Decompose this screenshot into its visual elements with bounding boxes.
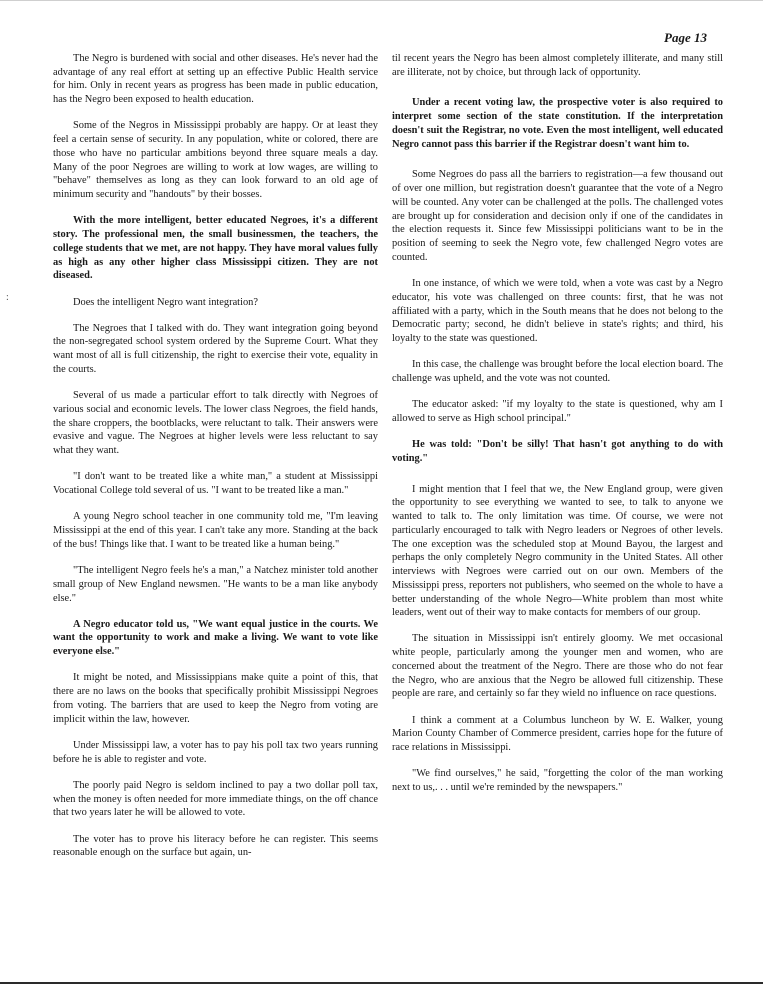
paragraph: In this case, the challenge was brought before the local election board. The challenge was upheld, and the vote was not counted.	[392, 359, 723, 384]
paragraph: The poorly paid Negro is seldom inclined to pay a two dollar poll tax, when the money is often needed for more immediate things, on the off chance that two years later he will be allowed to vote.	[53, 779, 378, 819]
bold-paragraph: With the more intelligent, better educated Negroes, it's a different story. The professional men, the small businessmen, the teachers, the college students that we met, are not happy. They have moral values fully as high as any other higher class Mississippi citizen. They are not diseased.	[53, 215, 378, 282]
bold-paragraph: He was told: "Don't be silly! That hasn't got anything to do with voting."	[392, 439, 723, 464]
paragraph: The Negroes that I talked with do. They want integration going beyond the non-segregated school system ordered by the Supreme Court. What they want most of all is full citizenship, the right to exercise their vote, equality in the courts.	[53, 322, 378, 375]
paragraph: "I don't want to be treated like a white man," a student at Mississippi Vocational College told several of us. "I want to be treated like a man."	[53, 471, 378, 497]
margin-mark: :	[6, 292, 9, 303]
paragraph: I think a comment at a Columbus luncheon by W. E. Walker, young Marion County Chamber of Commerce president, carries hope for the future of race relations in Mississippi.	[392, 714, 723, 754]
bold-paragraph: Under a recent voting law, the prospective voter is also required to interpret some section of the state constitution. If the interpretation doesn't suit the Registrar, no vote. Even the most intelligent, well educated Negro cannot pass this barrier if the Registrar doesn't want him to.	[392, 97, 723, 150]
top-edge-rule	[0, 0, 763, 1]
paragraph: "The intelligent Negro feels he's a man," a Natchez minister told another small group of New England newsmen. "He wants to be a man like anybody else."	[53, 565, 378, 604]
paragraph: Some of the Negros in Mississippi probably are happy. Or at least they feel a certain sense of security. In any population, white or colored, there are those who have no particular ambitions beyond three square meals a day. Many of the poor Negroes are willing to work at low wages, are willing to "behave" themselves as long as they can look forward to an old age of minimum security and "handouts" by their bosses.	[53, 120, 378, 201]
paragraph: Some Negroes do pass all the barriers to registration—a few thousand out of over one million, but registration doesn't guarantee that the vote of a Negro will be counted. Any voter can be challenged at the polls. The challenged votes are brought up for consideration and decision only if one of the candidates in the election requests it. Since few Mississippi politicians want to be in the position of seeming to seek the Negro vote, few challenged Negro votes are counted.	[392, 169, 723, 263]
paragraph: Under Mississippi law, a voter has to pay his poll tax two years running before he is able to register and vote.	[53, 739, 378, 765]
paragraph: The educator asked: "if my loyalty to the state is questioned, why am I allowed to serve as High school principal."	[392, 399, 723, 424]
continued-paragraph: til recent years the Negro has been almost completely illiterate, and many still are illiterate, not by choice, but through lack of opportunity.	[392, 53, 723, 78]
paragraph: Several of us made a particular effort to talk directly with Negroes of various social and economic levels. The lower class Negroes, the field hands, the share croppers, the bootblacks, were reluctant to talk. Their answers were evasive and vague. The Negroes at higher levels were less reluctant to say what they want.	[53, 390, 378, 457]
paragraph: The voter has to prove his literacy before he can register. This seems reasonable enough on the surface but again, un-	[53, 833, 378, 859]
bold-paragraph: A Negro educator told us, "We want equal justice in the courts. We want the opportunity to work and make a living. We want to vote like everyone else."	[53, 618, 378, 658]
paragraph: The Negro is burdened with social and other diseases. He's never had the advantage of any real effort at setting up an effective Public Health service for him. Only in recent years as progress has been made in public education, has the Negro been exposed to health education.	[53, 53, 378, 106]
paragraph: I might mention that I feel that we, the New England group, were given the opportunity to see everything we wanted to see, to talk to anyone we wanted to talk to. The only limitation was time. Of course, we were not particularly encouraged to talk with Negro leaders or Negroes of other levels. The one exception was the scheduled stop at Mound Bayou, the largest and perhaps the only completely Negro community in the United States. All other interviews with Negroes were carried out on our own. Members of the Mississippi press, reporters not publishers, who seemed on the whole to have a better understanding of the whole Negro—White problem than most white leaders, went out of their way to make contacts for members of our group.	[392, 483, 723, 619]
bottom-edge-rule	[0, 982, 763, 984]
page-number: Page 13	[664, 30, 707, 45]
paragraph: "We find ourselves," he said, "forgetting the color of the man working next to us,. . . until we're reminded by the newspapers."	[392, 768, 723, 794]
paragraph: Does the intelligent Negro want integration?	[73, 296, 258, 308]
left-column	[53, 52, 378, 873]
paragraph: In one instance, of which we were told, when a vote was cast by a Negro educator, his vote was challenged on three counts: first, that he was not affiliated with a party, which in the South means that he does not belong to the Democratic party; second, he didn't believe in state's rights; and third, his loyalty to the state was questioned.	[392, 278, 723, 344]
paragraph: A young Negro school teacher in one community told me, "I'm leaving Mississippi at the end of this year. I can't take any more. Standing at the back of the bus! Things like that. I want to be treated like a human being."	[53, 511, 378, 550]
paragraph: The situation in Mississippi isn't entirely gloomy. We met occasional white people, particularly among the younger men and women, who are concerned about the treatment of the Negro. There are those who do not fear the Negro, who are anxious that the Negro be allowed full citizenship. These people are rare, and certainly so far they wield no influence on race questions.	[392, 633, 723, 700]
paragraph: It might be noted, and Mississippians make quite a point of this, that there are no laws on the books that specifically prohibit Mississippi Negroes from voting. The barriers that are used to keep the Negro from voting are implicit within the law, however.	[53, 672, 378, 725]
right-column	[392, 52, 723, 807]
